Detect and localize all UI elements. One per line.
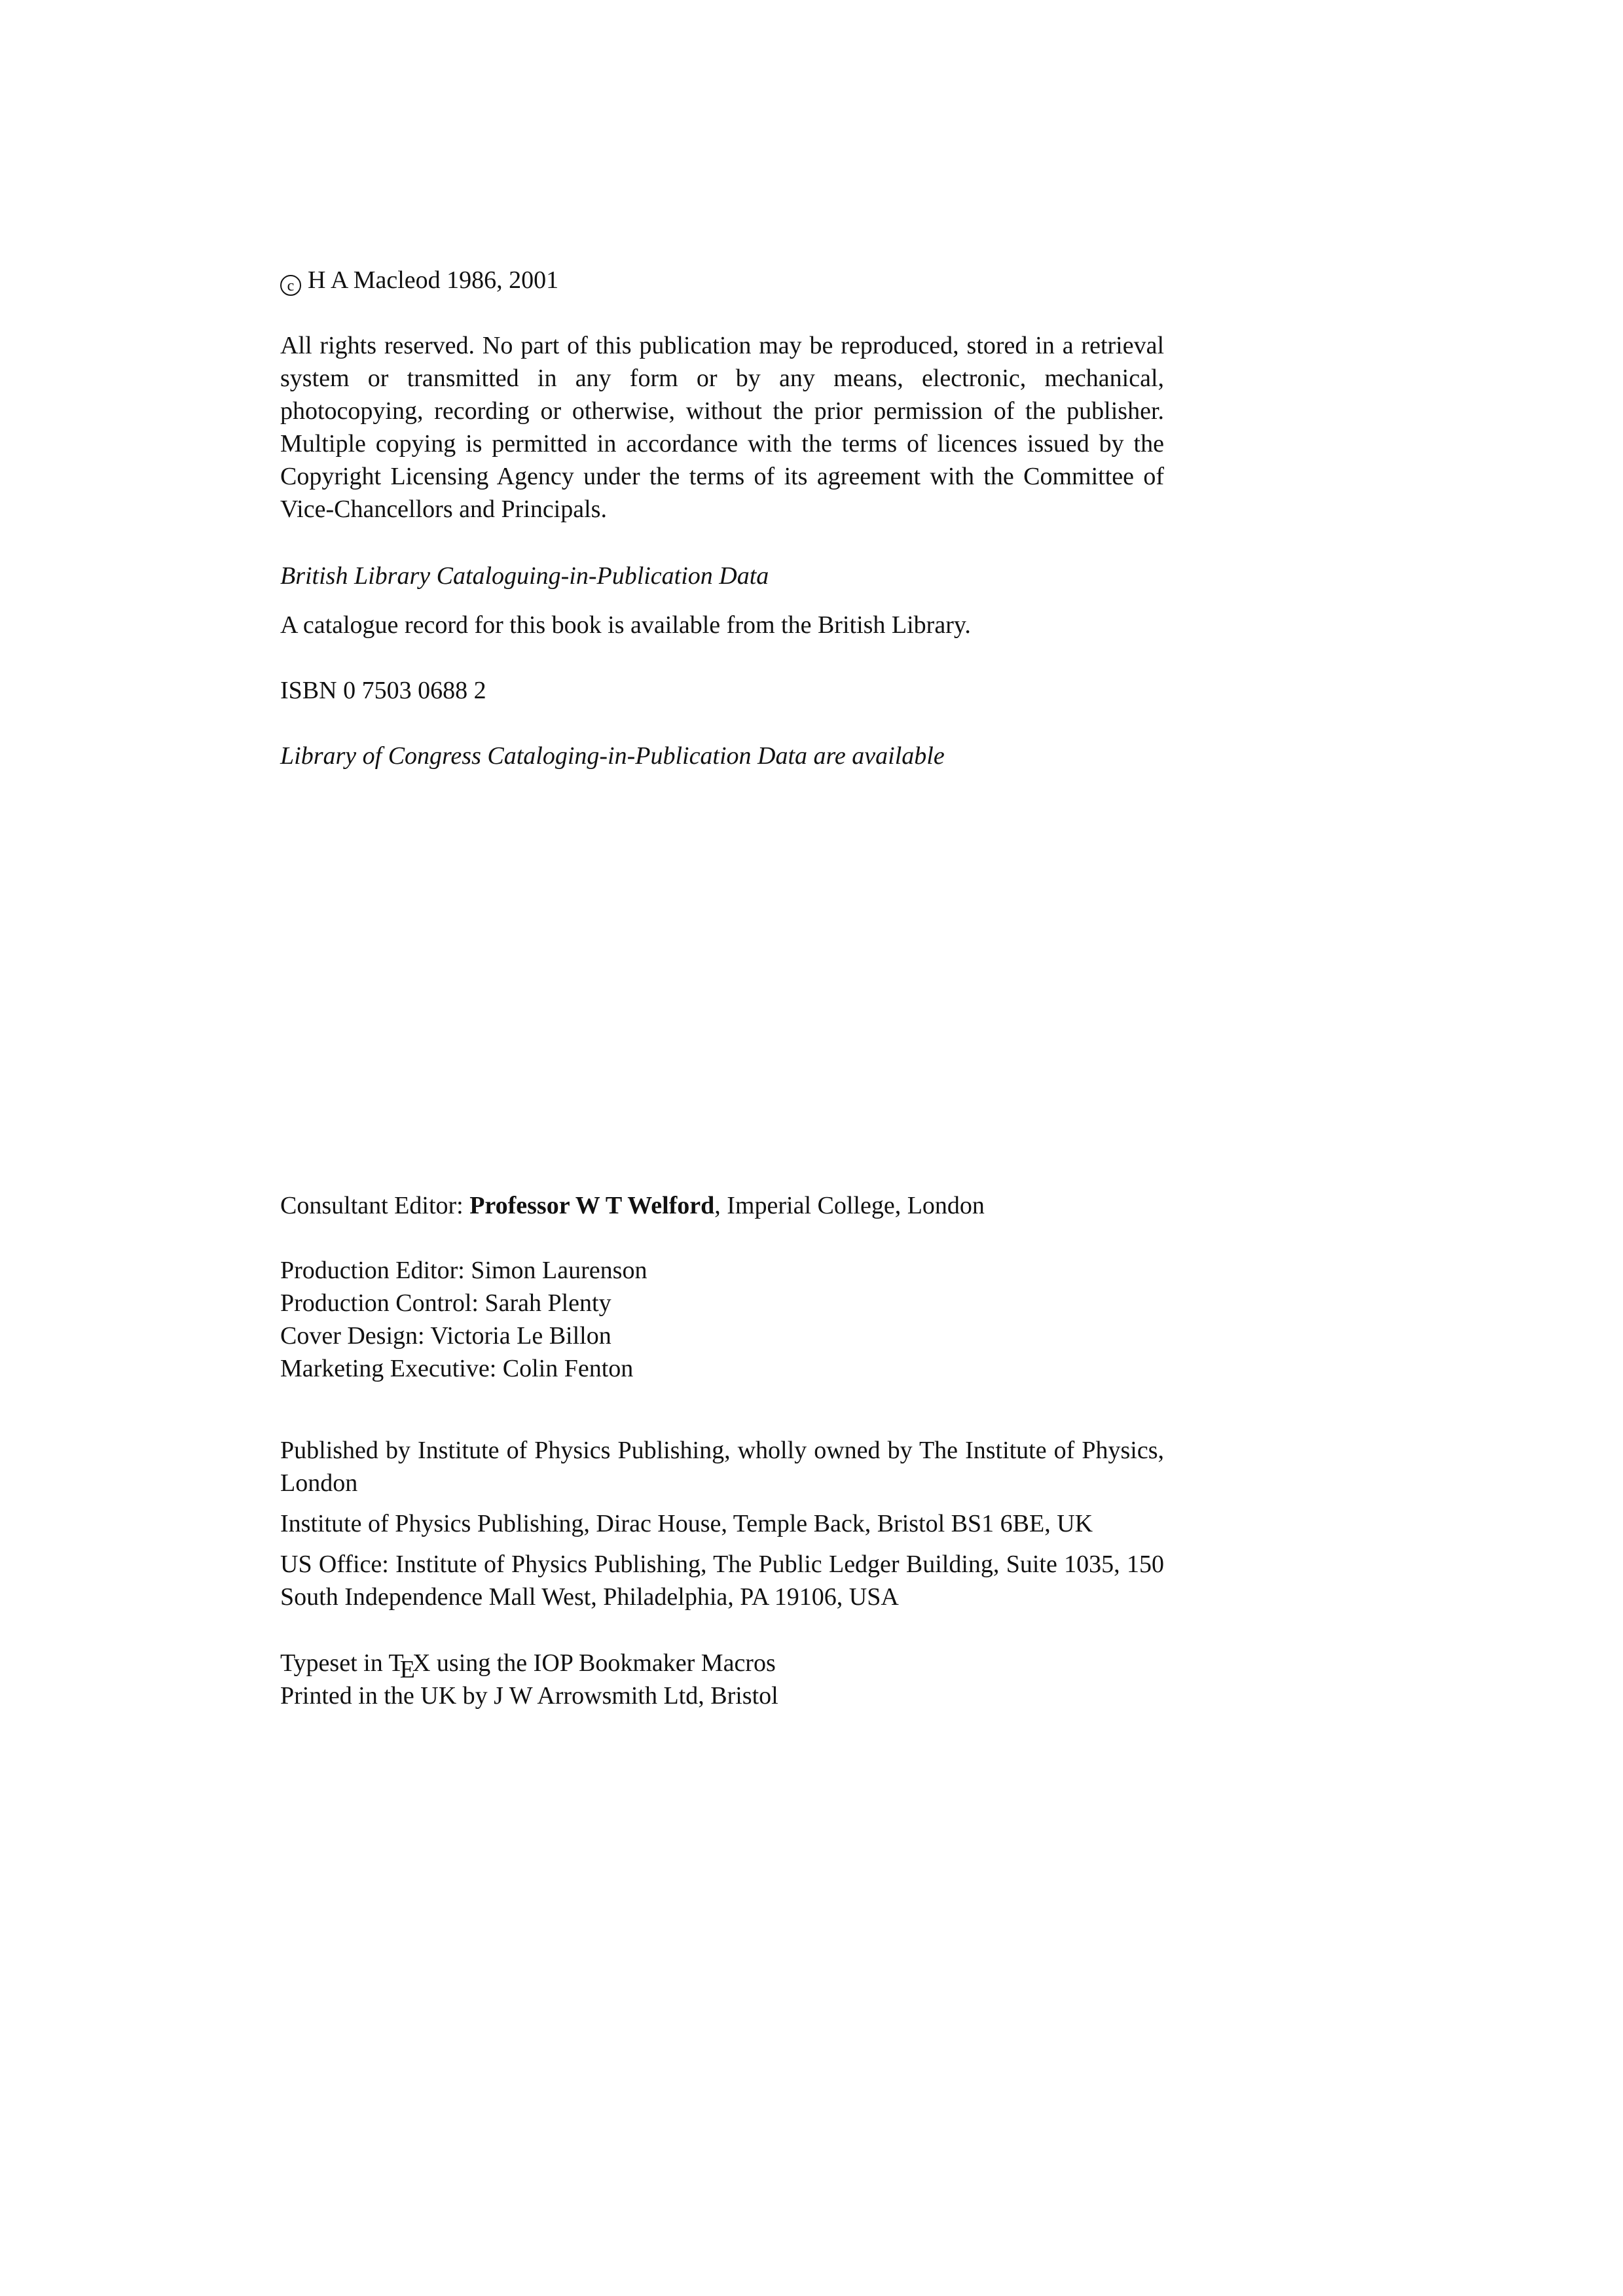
typeset-and-printing bbox=[280, 1647, 1164, 1712]
typeset-line bbox=[280, 1647, 1164, 1683]
rights-text: All rights reserved. No part of this publication may be reproduced, stored in a retrieval system or transmitted in any form or by any means, electronic, mechanical, photocopying, recording or otherwise, without the prior permission of the publisher. Multiple copying is permitted in accordance with the terms of licences issued by the Copyright Licensing Agency under the terms of its agreement with the Committee of Vice-Chancellors and Principals. bbox=[280, 332, 1164, 523]
marketing-executive: Marketing Executive: Colin Fenton bbox=[280, 1355, 634, 1382]
tex-logo bbox=[388, 1649, 431, 1683]
copyright-line bbox=[280, 264, 1164, 296]
cover-design: Cover Design: Victoria Le Billon bbox=[280, 1322, 611, 1350]
tex-logo-x: X bbox=[412, 1649, 431, 1677]
british-library-heading-text: British Library Cataloguing-in-Publication Data bbox=[280, 562, 769, 590]
isbn bbox=[280, 674, 1164, 707]
publisher-address-text: Institute of Physics Publishing, Dirac House, Temple Back, Bristol BS1 6BE, UK bbox=[280, 1510, 1093, 1537]
consultant-editor-label: Consultant Editor: bbox=[280, 1192, 470, 1219]
production-editor: Production Editor: Simon Laurenson bbox=[280, 1257, 647, 1284]
production-credits bbox=[280, 1254, 1164, 1385]
consultant-editor bbox=[280, 1189, 1164, 1222]
production-control: Production Control: Sarah Plenty bbox=[280, 1289, 611, 1317]
us-office bbox=[280, 1548, 1164, 1613]
library-of-congress bbox=[280, 740, 1164, 772]
copyright-icon: c bbox=[280, 275, 301, 296]
british-library-record-text: A catalogue record for this book is available from the British Library. bbox=[280, 611, 971, 639]
copyright-text: H A Macleod 1986, 2001 bbox=[308, 266, 559, 294]
typeset-suffix: using the IOP Bookmaker Macros bbox=[430, 1649, 776, 1677]
tex-logo-t: T bbox=[388, 1649, 404, 1677]
isbn-text: ISBN 0 7503 0688 2 bbox=[280, 677, 486, 704]
typeset-prefix: Typeset in bbox=[280, 1649, 389, 1677]
published-by bbox=[280, 1434, 1164, 1499]
tex-logo-e: E bbox=[399, 1656, 415, 1683]
library-of-congress-text: Library of Congress Cataloging-in-Publication Data are available bbox=[280, 742, 945, 770]
published-by-text: Published by Institute of Physics Publishing, wholly owned by The Institute of Physics, London bbox=[280, 1437, 1164, 1497]
consultant-editor-affiliation: , Imperial College, London bbox=[714, 1192, 985, 1219]
publisher-address bbox=[280, 1507, 1164, 1540]
british-library-heading bbox=[280, 560, 1164, 592]
british-library-record bbox=[280, 609, 1164, 641]
consultant-editor-name: Professor W T Welford bbox=[469, 1192, 715, 1219]
rights-paragraph bbox=[280, 329, 1164, 526]
printed-line: Printed in the UK by J W Arrowsmith Ltd, Bristol bbox=[280, 1682, 778, 1710]
us-office-text: US Office: Institute of Physics Publishing, The Public Ledger Building, Suite 1035, 150 South Independence Mall West, Philadelphia, PA 19106, USA bbox=[280, 1551, 1164, 1611]
